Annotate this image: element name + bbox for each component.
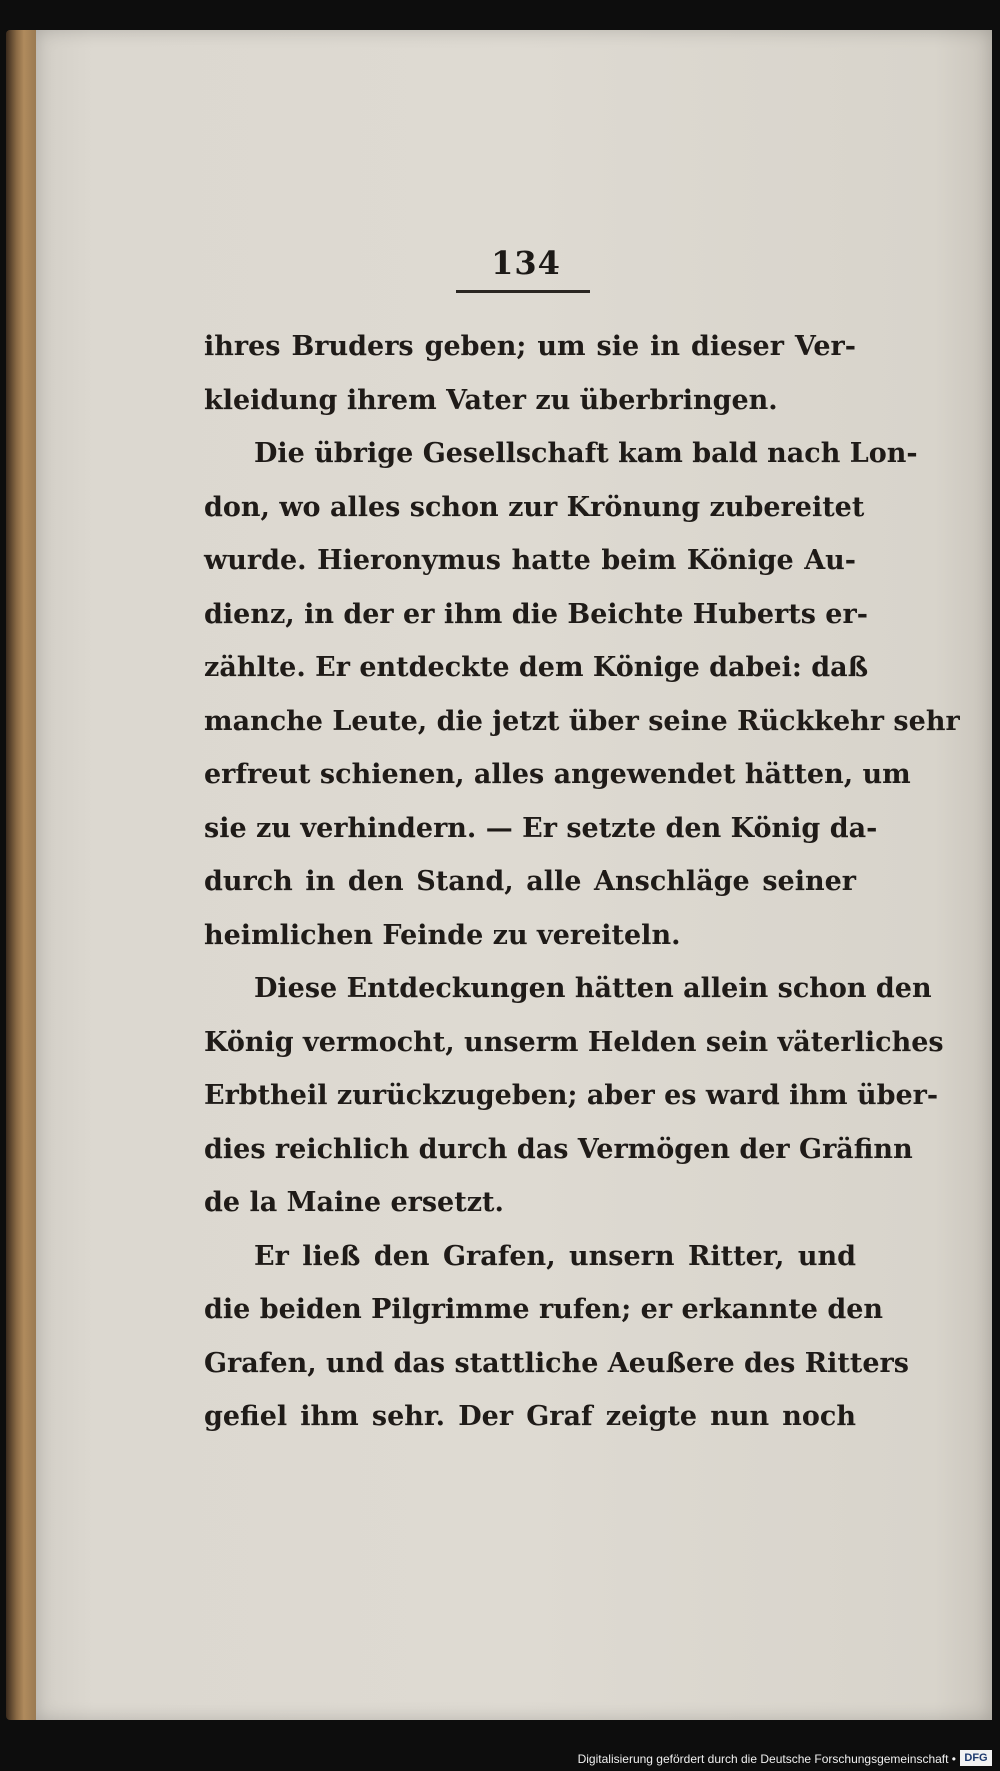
book-spine-edge bbox=[6, 30, 36, 1720]
text-line: de la Maine ersetzt. bbox=[204, 1187, 504, 1218]
text-line: Die übrige Gesellschaft kam bald nach Lon- bbox=[254, 438, 918, 469]
text-line: König vermocht, unserm Helden sein väterliches bbox=[204, 1026, 944, 1058]
text-line: ihres Bruders geben; um sie in dieser Ver- bbox=[204, 331, 856, 362]
text-line: zählte. Er entdeckte dem Könige dabei: daß bbox=[204, 652, 869, 683]
text-line: erfreut schienen, alles angewendet hätten, um bbox=[204, 759, 911, 790]
page-number: 134 bbox=[491, 244, 561, 282]
text-line: don, wo alles schon zur Krönung zubereitet bbox=[204, 491, 865, 523]
header-rule bbox=[456, 290, 590, 293]
text-line: sie zu verhindern. — Er setzte den König da- bbox=[204, 812, 878, 844]
text-line: gefiel ihm sehr. Der Graf zeigte nun noch bbox=[204, 1401, 856, 1432]
text-line: kleidung ihrem Vater zu überbringen. bbox=[204, 384, 778, 416]
text-line: Grafen, und das stattliche Aeußere des Ritters bbox=[204, 1347, 909, 1379]
text-line: Erbtheil zurückzugeben; aber es ward ihm über- bbox=[204, 1080, 939, 1111]
text-line: Diese Entdeckungen hätten allein schon den bbox=[254, 973, 932, 1004]
dfg-logo: DFG bbox=[960, 1750, 992, 1766]
text-line: Er ließ den Grafen, unsern Ritter, und bbox=[254, 1240, 856, 1272]
text-line: dienz, in der er ihm die Beichte Huberts er- bbox=[204, 598, 868, 630]
text-line: wurde. Hieronymus hatte beim Könige Au- bbox=[204, 545, 856, 576]
text-line: die beiden Pilgrimme rufen; er erkannte den bbox=[204, 1294, 884, 1325]
text-line: heimlichen Feinde zu vereiteln. bbox=[204, 919, 681, 951]
text-line: manche Leute, die jetzt über seine Rückkehr sehr bbox=[204, 705, 960, 737]
text-line: durch in den Stand, alle Anschläge seiner bbox=[204, 866, 856, 897]
body-text bbox=[204, 320, 960, 1444]
text-line: dies reichlich durch das Vermögen der Gräfinn bbox=[204, 1133, 913, 1165]
digitization-credit: Digitalisierung gefördert durch die Deutsche Forschungsgemeinschaft • bbox=[577, 1752, 956, 1766]
